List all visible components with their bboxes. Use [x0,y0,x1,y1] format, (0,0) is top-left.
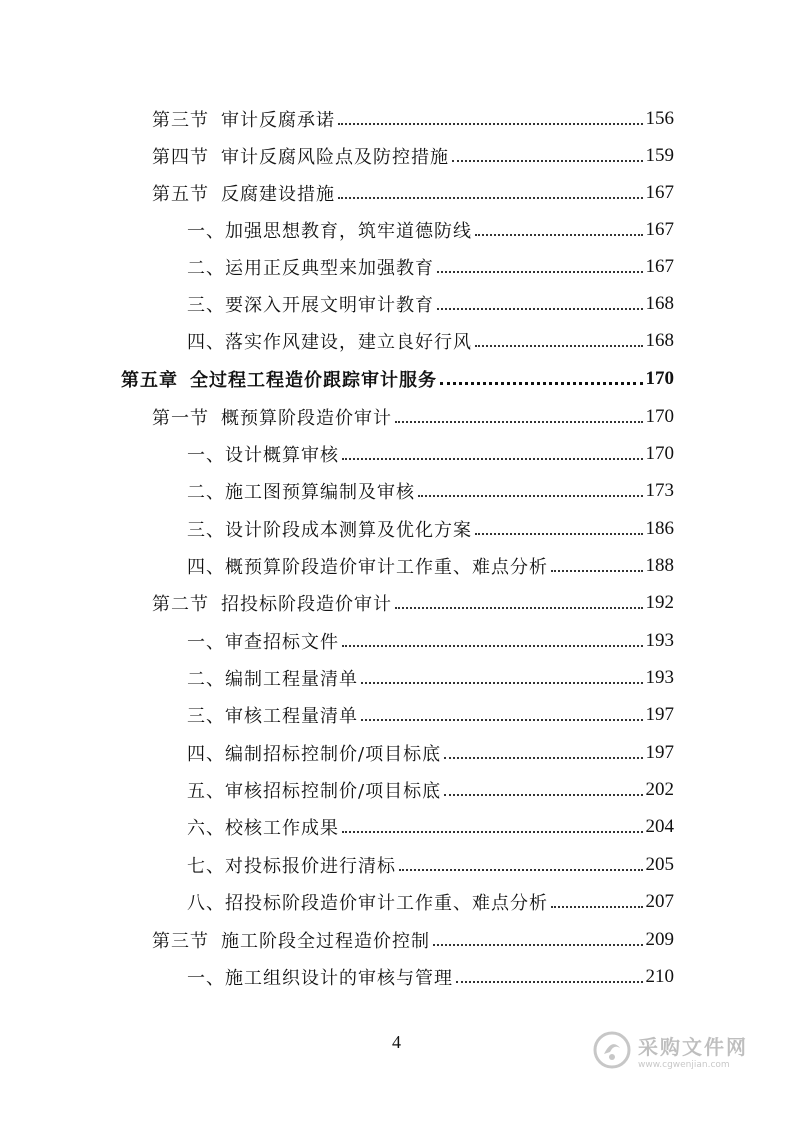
toc-entry-label: 四、落实作风建设，建立良好行风 [187,331,472,353]
toc-leader-dots [475,345,643,347]
toc-page-number: 193 [645,666,674,688]
toc-page-number: 170 [645,367,674,389]
toc-page-number: 209 [645,928,674,950]
toc-entry-label: 第二节 招投标阶段造价审计 [152,593,392,615]
toc-page-number: 168 [645,292,674,314]
toc-entry[interactable] [187,622,674,659]
toc-entry[interactable] [187,734,674,771]
toc-page-number: 197 [645,741,674,763]
toc-entry-label: 二、编制工程量清单 [187,668,358,690]
toc-entry[interactable] [187,958,674,995]
toc-leader-dots [440,382,643,385]
toc-page-number: 159 [645,144,674,166]
toc-entry[interactable] [187,771,674,808]
toc-entry[interactable] [152,921,674,958]
toc-entry-label: 八、招投标阶段造价审计工作重、难点分析 [187,892,548,914]
toc-leader-dots [452,160,643,162]
toc-leader-dots [437,271,643,273]
toc-entry[interactable] [187,435,674,472]
toc-leader-dots [437,308,643,310]
toc-leader-dots [399,869,643,871]
toc-entry[interactable] [187,248,674,285]
toc-page-number: 170 [645,442,674,464]
toc-entry-label: 四、编制招标控制价/项目标底 [187,743,442,765]
toc-entry-label: 一、设计概算审核 [187,444,339,466]
toc-entry-label: 一、施工组织设计的审核与管理 [187,967,453,989]
toc-entry[interactable] [187,846,674,883]
toc-leader-dots [342,831,643,833]
toc-entry-label: 四、概预算阶段造价审计工作重、难点分析 [187,556,548,578]
toc-page-number: 193 [645,629,674,651]
toc-page-number: 156 [645,107,674,129]
toc-leader-dots [475,234,643,236]
toc-entry[interactable] [187,808,674,845]
toc-entry-label: 第一节 概预算阶段造价审计 [152,407,392,429]
page-number: 4 [392,1032,401,1052]
toc-entry-label: 第三节 审计反腐承诺 [152,109,335,131]
toc-page-number: 170 [645,405,674,427]
toc-page-number: 167 [645,181,674,203]
toc-leader-dots [338,197,643,199]
toc-page-number: 167 [645,218,674,240]
toc-leader-dots [475,533,643,535]
toc-leader-dots [418,495,643,497]
toc-page-number: 207 [645,890,674,912]
toc-leader-dots [395,607,643,609]
toc-entry-label: 七、对投标报价进行清标 [187,855,396,877]
toc-entry[interactable] [152,584,674,621]
toc-page-number: 202 [645,778,674,800]
toc-entry-label: 一、加强思想教育，筑牢道德防线 [187,220,472,242]
toc-entry[interactable] [187,510,674,547]
cgwenjian-logo-icon [592,1030,632,1070]
toc-entry[interactable] [187,883,674,920]
toc-page-number: 167 [645,255,674,277]
toc-page-number: 173 [645,479,674,501]
toc-leader-dots [551,570,643,572]
toc-entry[interactable] [187,547,674,584]
toc-leader-dots [444,794,642,796]
watermark [592,1026,752,1074]
toc-page-number: 192 [645,591,674,613]
toc-entry[interactable] [187,322,674,359]
toc-entry-label: 第五章 全过程工程造价跟踪审计服务 [121,369,437,391]
toc-leader-dots [433,944,643,946]
toc-page-number: 168 [645,329,674,351]
toc-entry-label: 一、审查招标文件 [187,631,339,653]
toc-entry-label: 五、审核招标控制价/项目标底 [187,780,442,802]
toc-entry-label: 第五节 反腐建设措施 [152,183,335,205]
toc-entry-label: 二、运用正反典型来加强教育 [187,257,434,279]
toc-entry-label: 二、施工图预算编制及审核 [187,481,415,503]
toc-entry[interactable] [187,285,674,322]
toc-page-number: 210 [645,965,674,987]
toc-leader-dots [342,458,643,460]
toc-entry-label: 三、要深入开展文明审计教育 [187,294,434,316]
toc-leader-dots [456,981,643,983]
toc-entry[interactable] [152,398,674,435]
toc-leader-dots [342,645,643,647]
toc-page-number: 197 [645,703,674,725]
toc-entry[interactable] [152,174,674,211]
toc-leader-dots [444,757,642,759]
toc-entry-label: 三、设计阶段成本测算及优化方案 [187,519,472,541]
toc-page-number: 186 [645,517,674,539]
toc-entry-label: 第四节 审计反腐风险点及防控措施 [152,146,449,168]
toc-leader-dots [395,421,643,423]
toc-entry[interactable] [187,696,674,733]
toc-leader-dots [338,123,643,125]
toc-leader-dots [551,906,643,908]
toc-page-number: 205 [645,853,674,875]
toc-page-number: 188 [645,554,674,576]
toc-entry-label: 三、审核工程量清单 [187,705,358,727]
toc-entry-label: 六、校核工作成果 [187,817,339,839]
toc-chapter-entry[interactable] [121,360,674,397]
watermark-title: 采购文件网 [638,1034,748,1059]
watermark-url: www.cgwenjian.com [638,1059,730,1070]
toc-entry[interactable] [187,659,674,696]
toc-entry[interactable] [152,137,674,174]
toc-page-number: 204 [645,815,674,837]
toc-entry[interactable] [187,472,674,509]
toc-leader-dots [361,719,643,721]
toc-leader-dots [361,682,643,684]
toc-entry[interactable] [152,100,674,137]
toc-entry-label: 第三节 施工阶段全过程造价控制 [152,930,430,952]
toc-entry[interactable] [187,211,674,248]
